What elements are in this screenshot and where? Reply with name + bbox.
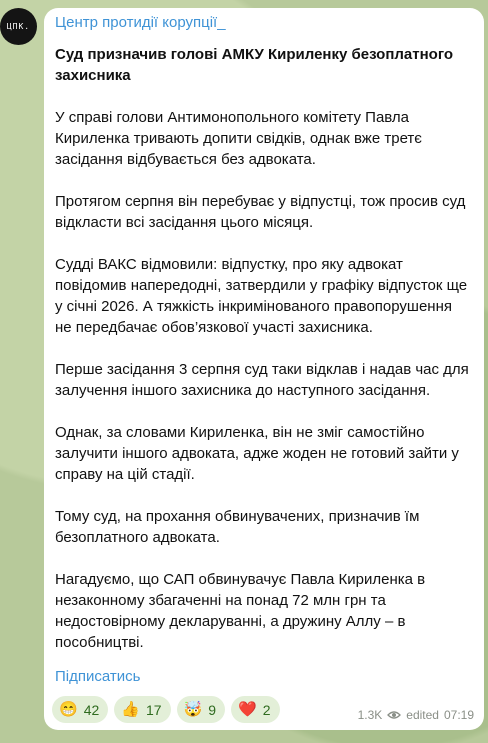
message-bubble [44, 8, 484, 730]
paragraph: Протягом серпня він перебуває у відпустці, тож просив суд відкласти всі засідання цього місяця. [55, 193, 466, 231]
paragraph: Нагадуємо, що САП обвинувачує Павла Кириленка в незаконному збагаченні на понад 72 млн грн та недостовірному декларуванні, а дружину Аллу – в пособництві. [55, 571, 426, 651]
reaction-thumbs-up[interactable] [114, 696, 170, 723]
post-headline: Суд призначив голові АМКУ Кириленку безоплатного захисника [55, 46, 454, 84]
paragraph: Тому суд, на прохання обвинувачених, призначив їм безоплатного адвоката. [55, 508, 420, 546]
exploding-head-emoji-icon: 🤯 [183, 701, 203, 718]
paragraph: У справі голови Антимонопольного комітету Павла Кириленка тривають допити свідків, однак вже третє засідання відбувається без адвоката. [55, 109, 422, 168]
thumbs-up-emoji-icon: 👍 [121, 701, 140, 718]
reaction-count: 17 [145, 701, 162, 718]
grin-emoji-icon: 😁 [59, 701, 78, 718]
message-meta [358, 708, 474, 722]
reaction-count: 42 [83, 701, 100, 718]
paragraph: Судді ВАКС відмовили: відпустку, про яку адвокат повідомив напередодні, затвердили у графіку відпусток ще у січні 2026. А тяжкість інкримінованого правопорушення не передбачає обов’язкової участі захисника. [55, 256, 468, 336]
edited-label: edited [406, 708, 439, 722]
reaction-count: 9 [208, 701, 217, 718]
reaction-grin[interactable] [52, 696, 108, 723]
channel-avatar[interactable]: ЦПК. [0, 8, 37, 45]
message-text [55, 44, 472, 653]
eye-icon [387, 710, 401, 720]
channel-name[interactable]: Центр протидії корупції_ [55, 14, 226, 31]
paragraph: Перше засідання 3 серпня суд таки відклав і надав час для залучення іншого захисника до наступного засідання. [55, 361, 469, 399]
reaction-count: 2 [262, 701, 271, 718]
reaction-exploding-head[interactable] [177, 696, 225, 723]
reactions-bar [52, 696, 280, 723]
subscribe-link[interactable]: Підписатись [55, 668, 141, 685]
paragraph: Однак, за словами Кириленка, він не зміг самостійно залучити іншого адвоката, адже жоден не готовий зайти у справу на цій стадії. [55, 424, 459, 483]
heart-emoji-icon: ❤️ [238, 701, 257, 718]
view-count: 1.3K [357, 708, 383, 722]
reaction-heart[interactable] [231, 696, 279, 723]
message-time: 07:19 [443, 708, 474, 722]
